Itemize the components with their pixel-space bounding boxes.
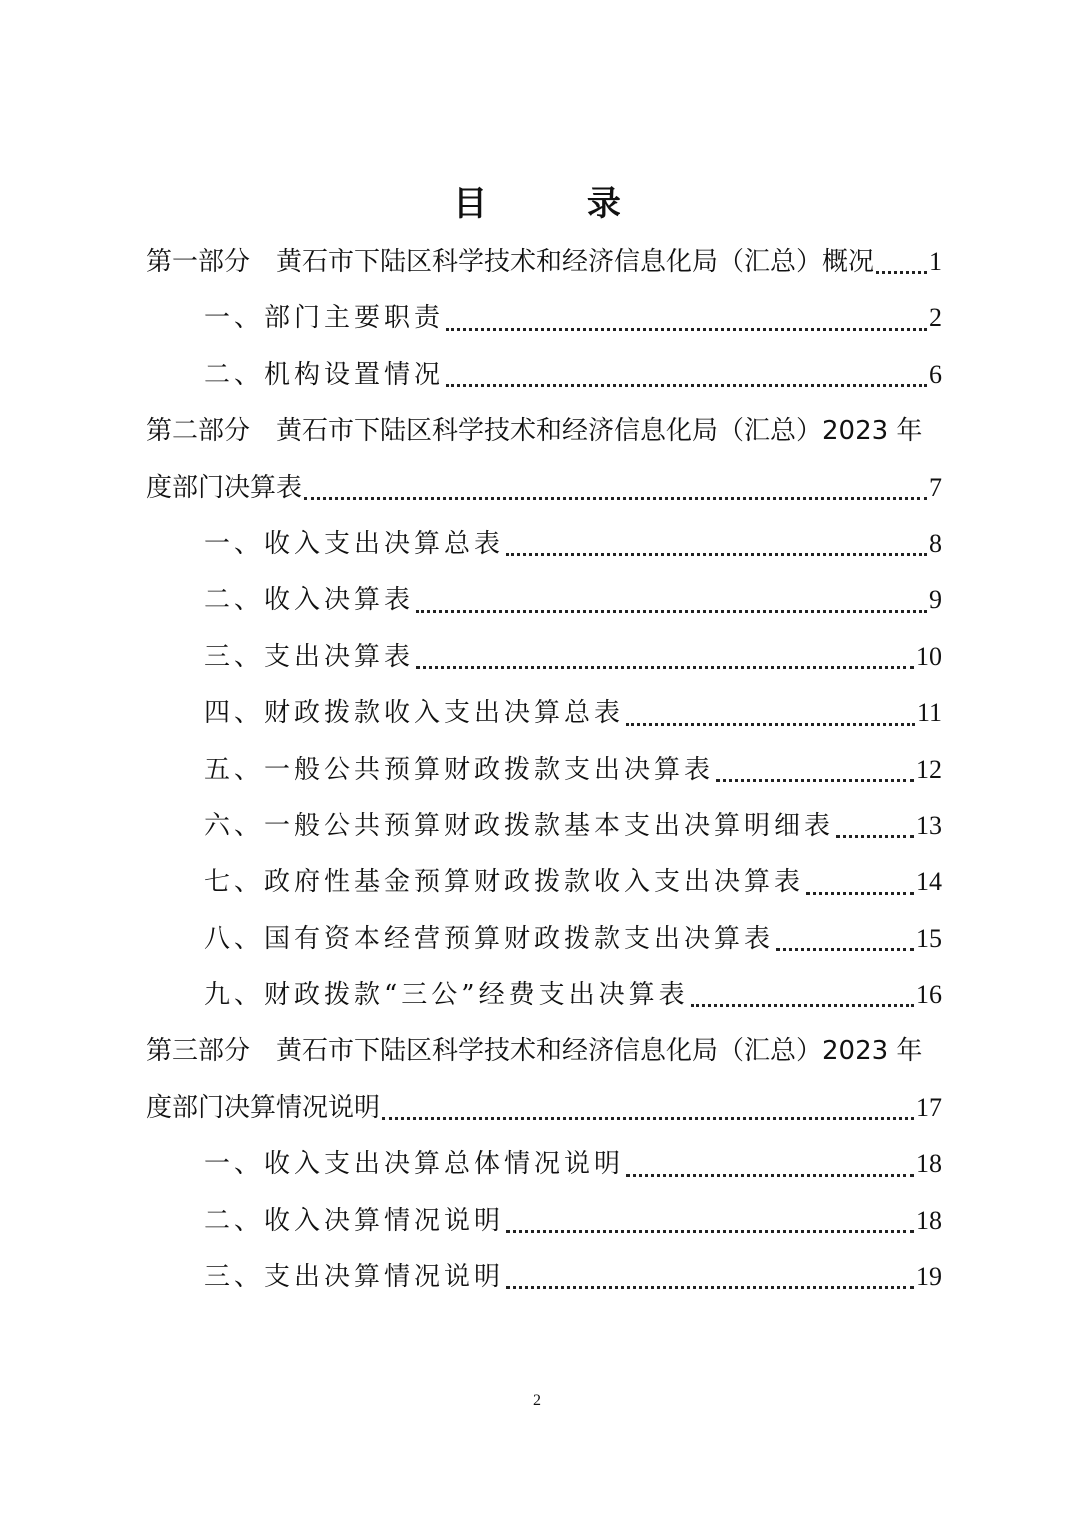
leader-dots	[716, 779, 914, 782]
toc-item-title: 二、收入决算情况说明	[204, 1205, 505, 1236]
toc-item-title: 九、财政拨款“三公”经费支出决算表	[204, 980, 689, 1011]
leader-dots	[506, 1286, 914, 1289]
toc-item-page: 13	[916, 810, 942, 840]
leader-dots	[806, 892, 914, 895]
leader-dots	[446, 384, 927, 387]
toc-item-page: 11	[916, 698, 942, 728]
toc-item-page: 8	[929, 528, 942, 558]
toc-part-2-title-line1: 第二部分 黄石市下陆区科学技术和经济信息化局（汇总）2023 年	[146, 416, 923, 447]
toc-item-page: 14	[916, 867, 942, 897]
toc-item-title: 四、财政拨款收入支出决算总表	[204, 698, 625, 729]
toc-part-2-page: 7	[929, 472, 942, 502]
toc-item-page: 18	[916, 1149, 942, 1179]
toc-item-title: 三、支出决算表	[204, 641, 415, 672]
toc-item-title: 六、一般公共预算财政拨款基本支出决算明细表	[204, 810, 835, 841]
toc-item-title: 二、机构设置情况	[204, 359, 445, 390]
toc-item[interactable]	[146, 742, 942, 798]
toc-item-page: 6	[929, 359, 942, 389]
leader-dots	[382, 1117, 914, 1120]
toc-part-3[interactable]	[146, 1023, 942, 1079]
toc-item-title: 八、国有资本经营预算财政拨款支出决算表	[204, 923, 775, 954]
toc-item-page: 12	[916, 754, 942, 784]
toc-item[interactable]	[146, 967, 942, 1023]
toc-part-2[interactable]	[146, 403, 942, 459]
toc-part-3-page: 17	[916, 1092, 942, 1122]
toc-part-2-title-line2: 度部门决算表	[146, 472, 303, 503]
leader-dots	[506, 553, 927, 556]
page-title: 目 录	[453, 184, 665, 224]
toc-item[interactable]	[146, 290, 942, 346]
leader-dots	[776, 948, 914, 951]
toc-item[interactable]	[146, 1249, 942, 1305]
toc-item-title: 一、收入支出决算总体情况说明	[204, 1149, 625, 1180]
leader-dots	[506, 1230, 914, 1233]
leader-dots	[626, 1174, 914, 1177]
toc-item-page: 19	[916, 1262, 942, 1292]
toc-item[interactable]	[146, 798, 942, 854]
toc-item[interactable]	[146, 854, 942, 910]
toc-item[interactable]	[146, 911, 942, 967]
leader-dots	[446, 328, 927, 331]
page-number: 2	[533, 1392, 541, 1409]
leader-dots	[304, 497, 927, 500]
toc-part-1-title: 第一部分 黄石市下陆区科学技术和经济信息化局（汇总）概况	[146, 246, 875, 277]
toc-item[interactable]	[146, 1136, 942, 1192]
toc-item-title: 一、部门主要职责	[204, 303, 445, 334]
toc-item-page: 16	[916, 980, 942, 1010]
leader-dots	[626, 723, 915, 726]
toc-item[interactable]	[146, 516, 942, 572]
toc-item-page: 18	[916, 1205, 942, 1235]
toc-part-3-title-line2: 度部门决算情况说明	[146, 1092, 381, 1123]
toc-item[interactable]	[146, 685, 942, 741]
toc-part-2-continued[interactable]	[146, 460, 942, 516]
toc-item-title: 七、政府性基金预算财政拨款收入支出决算表	[204, 867, 805, 898]
leader-dots	[876, 271, 927, 274]
toc-item-page: 9	[929, 585, 942, 615]
toc-part-3-continued[interactable]	[146, 1080, 942, 1136]
toc-item-title: 五、一般公共预算财政拨款支出决算表	[204, 754, 715, 785]
toc-part-1-page: 1	[929, 246, 942, 276]
leader-dots	[416, 610, 927, 613]
toc-part-3-title-line1: 第三部分 黄石市下陆区科学技术和经济信息化局（汇总）2023 年	[146, 1036, 923, 1067]
toc-item-page: 2	[929, 303, 942, 333]
leader-dots	[691, 1004, 914, 1007]
table-of-contents	[146, 234, 942, 1305]
toc-item[interactable]	[146, 572, 942, 628]
toc-part-1[interactable]	[146, 234, 942, 290]
toc-item[interactable]	[146, 1193, 942, 1249]
toc-item[interactable]	[146, 629, 942, 685]
leader-dots	[416, 666, 914, 669]
toc-item[interactable]	[146, 347, 942, 403]
toc-item-page: 15	[916, 923, 942, 953]
leader-dots	[836, 835, 914, 838]
toc-item-title: 三、支出决算情况说明	[204, 1262, 505, 1293]
toc-item-page: 10	[916, 641, 942, 671]
toc-item-title: 二、收入决算表	[204, 585, 415, 616]
toc-item-title: 一、收入支出决算总表	[204, 528, 505, 559]
